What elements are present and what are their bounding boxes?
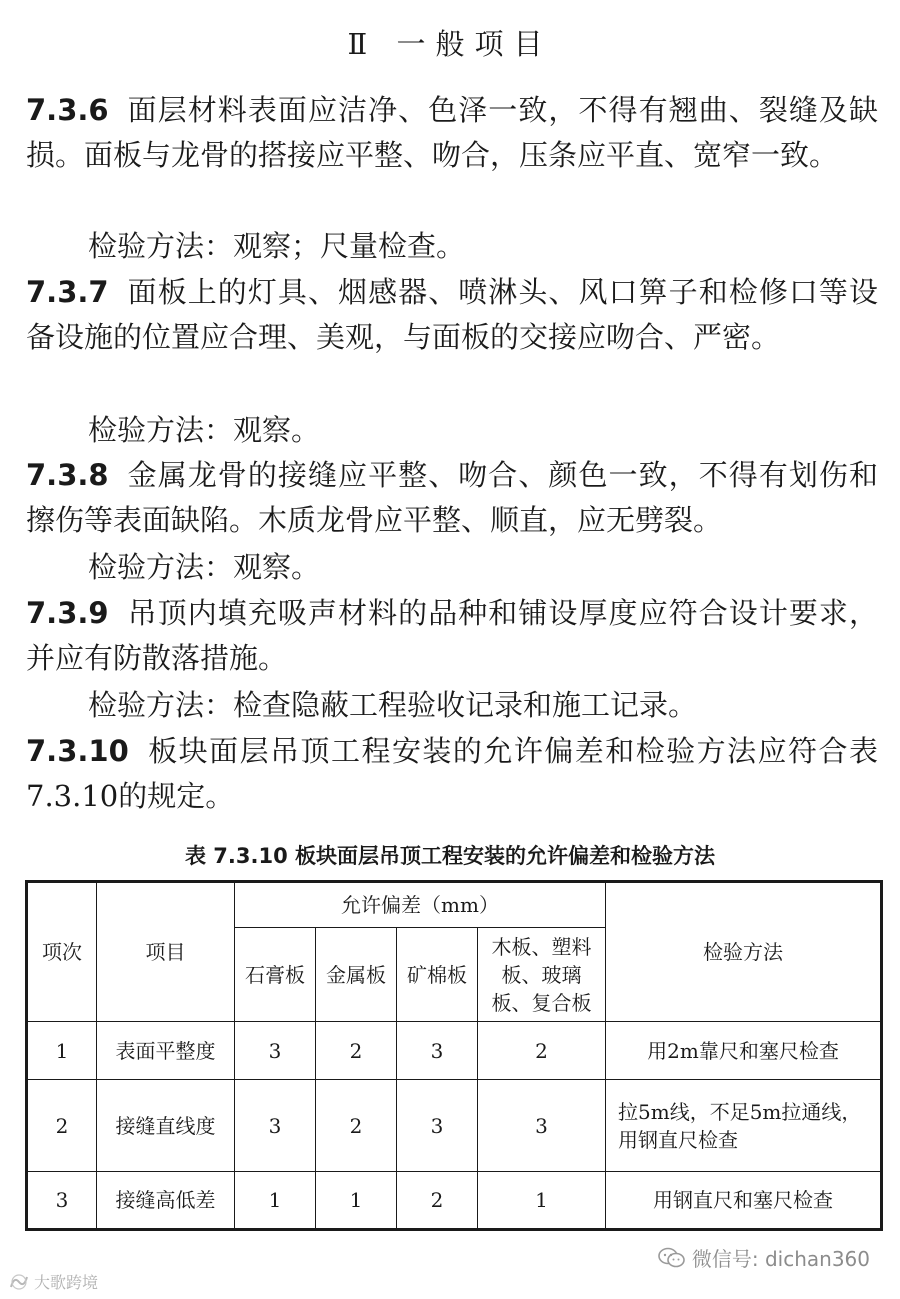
cell-metal: 2 (316, 1022, 397, 1080)
table-row (27, 1022, 882, 1080)
cell-gypsum: 1 (235, 1172, 316, 1230)
cell-item: 接缝直线度 (97, 1080, 235, 1172)
inspection-method: 检验方法：观察；尺量检查。 (88, 229, 466, 263)
header-gypsum: 石膏板 (235, 928, 316, 1022)
cell-index: 2 (27, 1080, 97, 1172)
clause-7-3-7 (26, 270, 878, 360)
clause-text: 板块面层吊顶工程安装的允许偏差和检验方法应符合表7.3.10的规定。 (26, 734, 878, 813)
cell-metal: 1 (316, 1172, 397, 1230)
cell-method: 拉5m线，不足5m拉通线，用钢直尺检查 (606, 1080, 882, 1172)
wechat-icon (658, 1247, 686, 1269)
corner-logo-text: 大歌跨境 (34, 1273, 99, 1292)
clause-text: 金属龙骨的接缝应平整、吻合、颜色一致，不得有划伤和擦伤等表面缺陷。木质龙骨应平整、顺直，应无劈裂。 (26, 458, 878, 537)
corner-logo (8, 1270, 98, 1293)
clause-number: 7.3.8 (26, 458, 109, 492)
cell-mineral: 3 (397, 1022, 478, 1080)
logo-icon (8, 1273, 30, 1291)
table-row (27, 1080, 882, 1172)
header-item: 项目 (97, 882, 235, 1022)
cell-item: 表面平整度 (97, 1022, 235, 1080)
cell-wood: 2 (478, 1022, 606, 1080)
cell-metal: 2 (316, 1080, 397, 1172)
cell-wood: 1 (478, 1172, 606, 1230)
clause-7-3-9 (26, 591, 878, 681)
header-mineral: 矿棉板 (397, 928, 478, 1022)
tolerance-table (25, 880, 883, 1231)
clause-7-3-6 (26, 88, 878, 178)
cell-mineral: 3 (397, 1080, 478, 1172)
cell-item: 接缝高低差 (97, 1172, 235, 1230)
inspection-method: 检验方法：检查隐蔽工程验收记录和施工记录。 (88, 688, 698, 722)
cell-index: 1 (27, 1022, 97, 1080)
cell-gypsum: 3 (235, 1080, 316, 1172)
clause-text: 面层材料表面应洁净、色泽一致，不得有翘曲、裂缝及缺损。面板与龙骨的搭接应平整、吻合，压条应平直、宽窄一致。 (26, 93, 878, 172)
header-metal: 金属板 (316, 928, 397, 1022)
inspection-method: 检验方法：观察。 (88, 413, 321, 447)
header-tolerance-group: 允许偏差（mm） (235, 882, 606, 928)
inspection-method: 检验方法：观察。 (88, 550, 321, 584)
watermark-text: 微信号: dichan360 (691, 1247, 870, 1271)
cell-method: 用钢直尺和塞尺检查 (606, 1172, 882, 1230)
table-row (27, 1172, 882, 1230)
wechat-watermark (658, 1243, 870, 1272)
header-method: 检验方法 (606, 882, 882, 1022)
clause-text: 面板上的灯具、烟感器、喷淋头、风口箅子和检修口等设备设施的位置应合理、美观，与面板的交接应吻合、严密。 (26, 275, 878, 354)
clause-7-3-10 (26, 729, 878, 819)
cell-method: 用2m靠尺和塞尺检查 (606, 1022, 882, 1080)
cell-wood: 3 (478, 1080, 606, 1172)
header-wood: 木板、塑料板、玻璃板、复合板 (478, 928, 606, 1022)
section-title: Ⅱ 一般项目 (347, 27, 553, 61)
clause-number: 7.3.7 (26, 275, 109, 309)
clause-number: 7.3.10 (26, 734, 129, 768)
header-index: 项次 (27, 882, 97, 1022)
clause-number: 7.3.9 (26, 596, 109, 630)
clause-number: 7.3.6 (26, 93, 109, 127)
cell-index: 3 (27, 1172, 97, 1230)
table-caption: 表 7.3.10 板块面层吊顶工程安装的允许偏差和检验方法 (184, 844, 716, 868)
clause-text: 吊顶内填充吸声材料的品种和铺设厚度应符合设计要求，并应有防散落措施。 (26, 596, 878, 675)
cell-gypsum: 3 (235, 1022, 316, 1080)
clause-7-3-8 (26, 453, 878, 543)
cell-mineral: 2 (397, 1172, 478, 1230)
